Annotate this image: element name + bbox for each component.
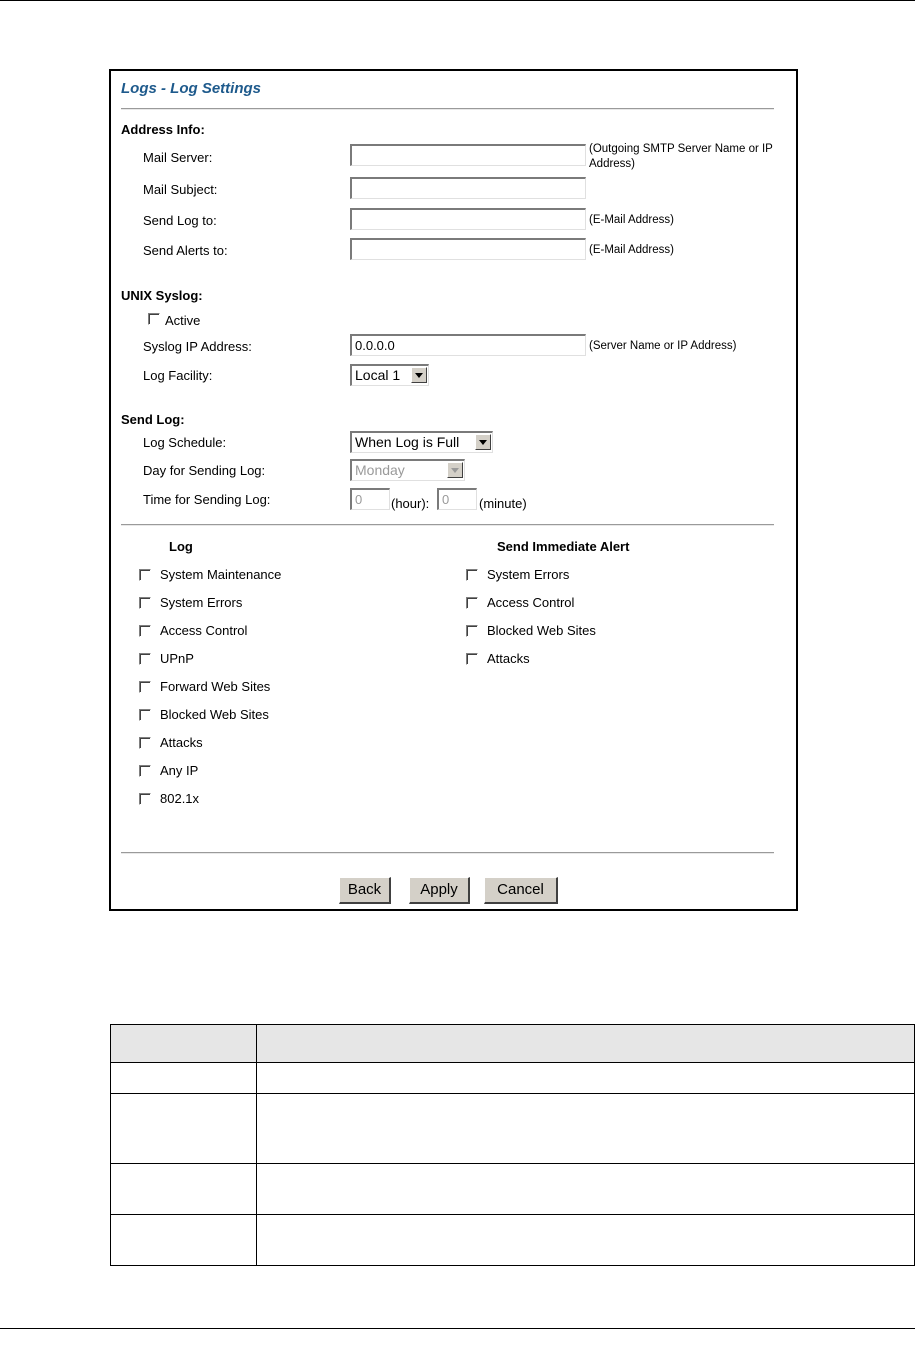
description-table <box>110 1024 915 1266</box>
syslog-active-label: Active <box>165 313 201 328</box>
send-log-to-hint: (E-Mail Address) <box>589 214 674 226</box>
log-facility-select[interactable] <box>350 364 429 386</box>
day-sending-select[interactable] <box>350 459 465 481</box>
table-cell <box>257 1164 915 1215</box>
chevron-down-icon <box>447 462 463 478</box>
address-info-heading: Address Info: <box>121 122 205 137</box>
time-sending-label: Time for Sending Log: <box>143 492 271 507</box>
log-checkbox[interactable] <box>139 653 151 665</box>
table-cell <box>111 1063 257 1094</box>
mail-server-label: Mail Server: <box>143 150 213 165</box>
log-checkbox-label: Access Control <box>160 623 248 638</box>
page-top-rule <box>0 0 915 1</box>
send-log-to-label: Send Log to: <box>143 213 217 228</box>
log-checkbox[interactable] <box>139 569 151 581</box>
table-header-row <box>111 1025 915 1063</box>
minute-input[interactable] <box>437 488 477 510</box>
divider <box>121 524 774 526</box>
log-checkbox[interactable] <box>139 793 151 805</box>
mail-server-hint: (Outgoing SMTP Server Name or IP Address) <box>589 143 773 170</box>
alert-checkbox-label: Blocked Web Sites <box>487 623 596 638</box>
chevron-down-icon <box>411 367 427 383</box>
page-title: Logs - Log Settings <box>121 80 261 97</box>
send-log-to-input[interactable] <box>350 208 586 230</box>
log-heading: Log <box>169 539 193 554</box>
alert-checkbox[interactable] <box>466 625 478 637</box>
send-alerts-to-label: Send Alerts to: <box>143 243 228 258</box>
log-checkbox-label: System Maintenance <box>160 567 282 582</box>
log-schedule-value: When Log is Full <box>355 434 460 450</box>
table-cell <box>257 1094 915 1164</box>
mail-server-input[interactable] <box>350 144 586 166</box>
back-button[interactable]: Back <box>339 877 391 904</box>
divider <box>121 108 774 110</box>
table-cell <box>111 1094 257 1164</box>
table-cell <box>257 1063 915 1094</box>
table-cell <box>257 1215 915 1266</box>
log-checkbox[interactable] <box>139 737 151 749</box>
alert-heading: Send Immediate Alert <box>497 539 630 554</box>
table-row <box>111 1164 915 1215</box>
alert-checkbox[interactable] <box>466 597 478 609</box>
log-checkbox-label: Attacks <box>160 735 203 750</box>
day-sending-value: Monday <box>355 462 405 478</box>
log-checkbox-label: UPnP <box>160 651 194 666</box>
table-cell <box>111 1215 257 1266</box>
log-checkbox[interactable] <box>139 709 151 721</box>
unix-syslog-heading: UNIX Syslog: <box>121 288 203 303</box>
syslog-ip-input[interactable] <box>350 334 586 356</box>
mail-subject-label: Mail Subject: <box>143 182 218 197</box>
minute-unit-label: (minute) <box>479 496 527 511</box>
alert-checkbox-label: System Errors <box>487 567 570 582</box>
send-log-heading: Send Log: <box>121 412 185 427</box>
send-alerts-to-input[interactable] <box>350 238 586 260</box>
table-row <box>111 1215 915 1266</box>
alert-checkbox-label: Access Control <box>487 595 575 610</box>
syslog-active-checkbox[interactable] <box>148 313 160 325</box>
send-alerts-to-hint: (E-Mail Address) <box>589 244 674 256</box>
log-checkbox-label: Blocked Web Sites <box>160 707 269 722</box>
syslog-ip-label: Syslog IP Address: <box>143 339 252 354</box>
log-checkbox[interactable] <box>139 681 151 693</box>
log-checkbox[interactable] <box>139 597 151 609</box>
hour-unit-label: (hour): <box>391 496 430 511</box>
table-row <box>111 1094 915 1164</box>
alert-checkbox[interactable] <box>466 569 478 581</box>
divider <box>121 852 774 854</box>
log-checkbox-label: System Errors <box>160 595 243 610</box>
log-checkbox-label: Any IP <box>160 763 199 778</box>
mail-subject-input[interactable] <box>350 177 586 199</box>
log-checkbox[interactable] <box>139 765 151 777</box>
table-cell <box>111 1025 257 1063</box>
table-row <box>111 1063 915 1094</box>
chevron-down-icon <box>475 434 491 450</box>
alert-checkbox[interactable] <box>466 653 478 665</box>
log-checkbox[interactable] <box>139 625 151 637</box>
log-settings-panel <box>109 69 798 911</box>
day-sending-label: Day for Sending Log: <box>143 463 266 478</box>
hour-input[interactable] <box>350 488 390 510</box>
log-checkbox-label: Forward Web Sites <box>160 679 271 694</box>
syslog-ip-hint: (Server Name or IP Address) <box>589 340 737 352</box>
log-schedule-select[interactable] <box>350 431 493 453</box>
log-facility-label: Log Facility: <box>143 368 213 383</box>
alert-checkbox-label: Attacks <box>487 651 530 666</box>
log-schedule-label: Log Schedule: <box>143 435 227 450</box>
table-cell <box>111 1164 257 1215</box>
log-checkbox-label: 802.1x <box>160 791 200 806</box>
log-facility-value: Local 1 <box>355 367 401 383</box>
table-cell <box>257 1025 915 1063</box>
apply-button[interactable]: Apply <box>409 877 470 904</box>
page-bottom-rule <box>0 1328 915 1329</box>
cancel-button[interactable]: Cancel <box>484 877 558 904</box>
